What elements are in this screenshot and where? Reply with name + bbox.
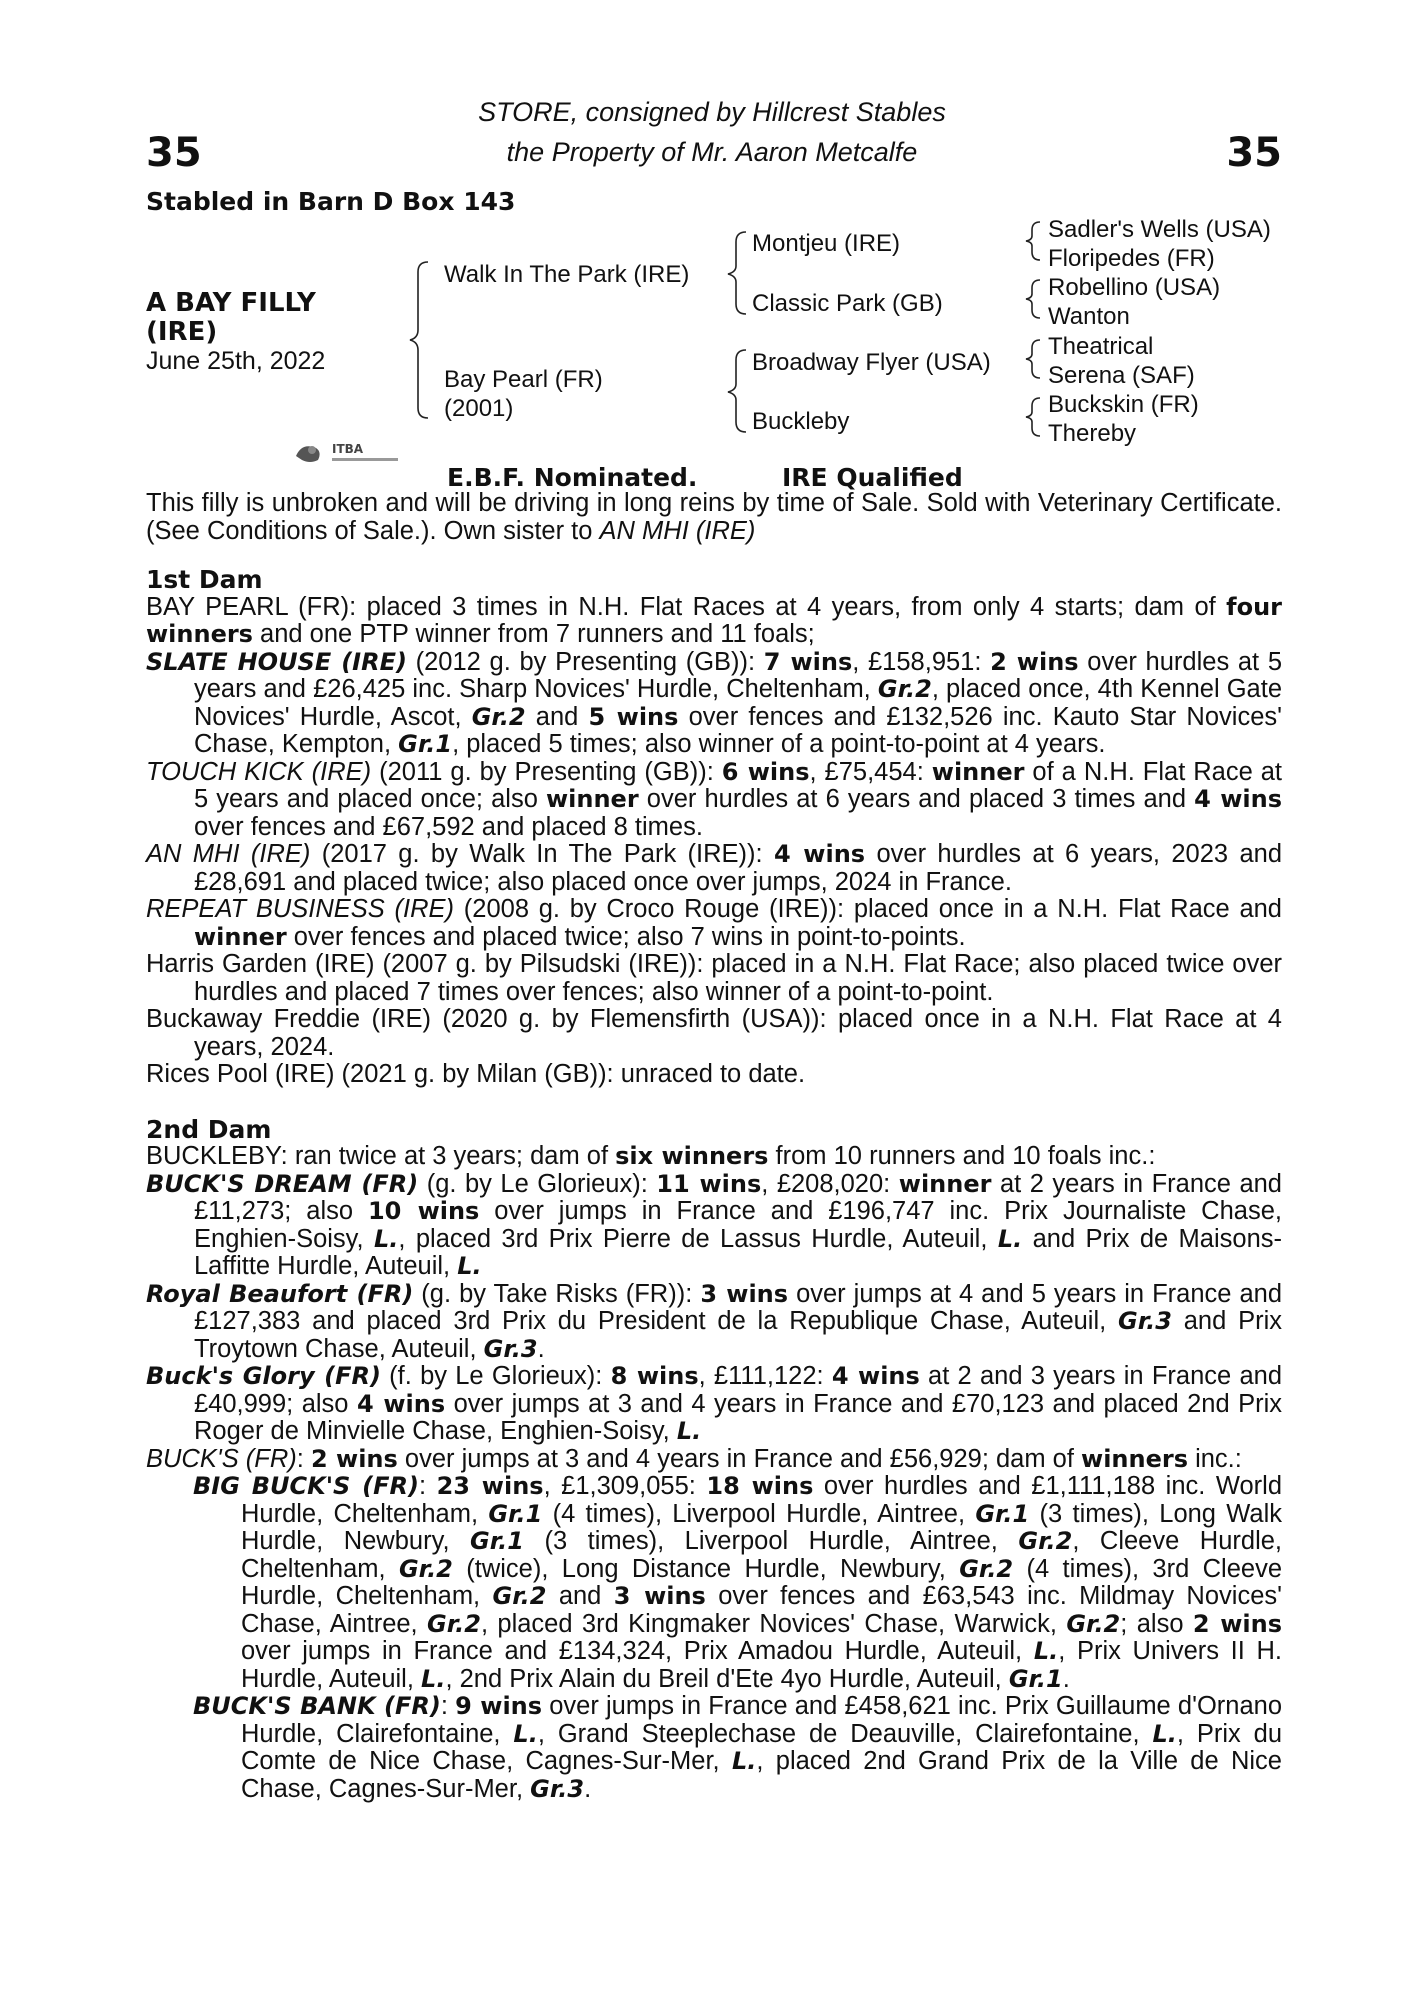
progeny-bucks-dream: BUCK'S DREAM (FR) (g. by Le Glorieux): 11 wins, £208,020: winner at 2 years in France and £11,273; also 10 wins over jumps in France and £196,747 inc. Prix Journaliste Chase, Enghien-Soisy, L., placed 3rd Prix Pierre de Lassus Hurdle, Auteuil, L. and Prix de Maisons-Laffitte Hurdle, Auteuil, L. — [146, 1169, 1282, 1280]
brace-sire — [728, 232, 746, 314]
brace-dam — [728, 350, 746, 432]
horse-country: (IRE) — [146, 317, 218, 347]
pedigree-ggp-5: Theatrical — [1048, 333, 1154, 360]
progeny-touch-kick: TOUCH KICK (IRE) (2011 g. by Presenting (GB)): 6 wins, £75,454: winner of a N.H. Flat Race at 5 years and placed once; also winner over hurdles at 6 years and placed 3 times and 4 wins over fences and £67,592 and placed 8 times. — [146, 757, 1283, 841]
itba-logo-text: ITBA — [332, 442, 364, 456]
pedigree-ggp-1: Sadler's Wells (USA) — [1048, 216, 1271, 243]
pedigree-dam-dam: Buckleby — [752, 408, 850, 435]
ire-qualified: IRE Qualified — [782, 463, 963, 492]
pedigree-ggp-3: Robellino (USA) — [1048, 274, 1221, 301]
pedigree-sire-dam: Classic Park (GB) — [752, 290, 943, 317]
foaling-date: June 25th, 2022 — [146, 347, 326, 375]
progeny-royal-beaufort: Royal Beaufort (FR) (g. by Take Risks (FR)): 3 wins over jumps at 4 and 5 years in France and £127,383 and placed 3rd Prix du President de la Republique Chase, Auteuil, Gr.3 and Prix Troytown Chase, Auteuil, Gr.3. — [146, 1279, 1283, 1363]
progeny-buckaway-freddie: Buckaway Freddie (IRE) (2020 g. by Flemensfirth (USA)): placed once in a N.H. Flat Race at 4 years, 2024. — [146, 1005, 1282, 1061]
progeny-repeat-business: REPEAT BUSINESS (IRE) (2008 g. by Croco Rouge (IRE)): placed once in a N.H. Flat Race and winner over fences and placed twice; also 7 wins in point-to-points. — [146, 895, 1282, 951]
lot-number-left: 35 — [146, 130, 202, 176]
brace-ggp-2 — [1026, 280, 1040, 318]
ebf-nomination: E.B.F. Nominated. — [447, 463, 698, 492]
lot-number-right: 35 — [1226, 130, 1282, 176]
pedigree-ggp-2: Floripedes (FR) — [1048, 245, 1215, 272]
progeny-rices-pool: Rices Pool (IRE) (2021 g. by Milan (GB)): unraced to date. — [146, 1060, 806, 1088]
pedigree-ggp-4: Wanton — [1048, 303, 1130, 330]
pedigree-dam: Bay Pearl (FR) — [444, 366, 603, 393]
pedigree-ggp-6: Serena (SAF) — [1048, 362, 1195, 389]
pedigree-ggp-7: Buckskin (FR) — [1048, 391, 1199, 418]
second-dam-intro: BUCKLEBY: ran twice at 3 years; dam of six winners from 10 runners and 10 foals inc.: — [146, 1142, 1156, 1170]
sale-notes: This filly is unbroken and will be driving in long reins by time of Sale. Sold with Veterinary Certificate. (See Conditions of Sale.). Own sister to AN MHI (IRE) — [146, 489, 1282, 545]
catalogue-body — [146, 490, 1282, 1803]
progeny-an-mhi: AN MHI (IRE) (2017 g. by Walk In The Park (IRE)): 4 wins over hurdles at 6 years, 2023 and £28,691 and placed twice; also placed once over jumps, 2024 in France. — [146, 840, 1282, 896]
brace-ggp-1 — [1026, 222, 1040, 260]
consignment-line-2: the Property of Mr. Aaron Metcalfe — [506, 137, 918, 167]
second-dam-heading: 2nd Dam — [146, 1114, 272, 1144]
first-dam-heading: 1st Dam — [146, 565, 263, 594]
progeny-bucks: BUCK'S (FR): 2 wins over jumps at 3 and 4 years in France and £56,929; dam of winners inc.: — [146, 1444, 1242, 1473]
brace-gen1 — [410, 262, 428, 418]
stabled-location: Stabled in Barn D Box 143 — [146, 187, 516, 216]
consignment-line-1: STORE, consigned by Hillcrest Stables — [478, 97, 946, 127]
pedigree-dam-year: (2001) — [444, 395, 514, 422]
pedigree-sire: Walk In The Park (IRE) — [444, 261, 690, 288]
progeny-bucks-glory: Buck's Glory (FR) (f. by Le Glorieux): 8 wins, £111,122: 4 wins at 2 and 3 years in France and £40,999; also 4 wins over jumps at 3 and 4 years in France and £70,123 and placed 2nd Prix Roger de Minvielle Chase, Enghien-Soisy, L. — [146, 1362, 1283, 1445]
pedigree-sire-sire: Montjeu (IRE) — [752, 230, 901, 257]
progeny-big-bucks: BIG BUCK'S (FR): 23 wins, £1,309,055: 18 wins over hurdles and £1,111,188 inc. World Hurdle, Cheltenham, Gr.1 (4 times), Liverpool Hurdle, Aintree, Gr.1 (3 times), Long Walk Hurdle, Newbury, Gr.1 (3 times), Liverpool Hurdle, Aintree, Gr.2, Cleeve Hurdle, Cheltenham, Gr.2 (twice), Long Distance Hurdle, Newbury, Gr.2 (4 times), 3rd Cleeve Hurdle, Cheltenham, Gr.2 and 3 wins over fences and £63,543 inc. Mildmay Novices' Chase, Aintree, Gr.2, placed 3rd Kingmaker Novices' Chase, Warwick, Gr.2; also 2 wins over jumps in France and £134,324, Prix Amadou Hurdle, Auteuil, L., Prix Univers II H. Hurdle, Auteuil, L., 2nd Prix Alain du Breil d'Ete 4yo Hurdle, Auteuil, Gr.1. — [193, 1472, 1283, 1693]
pedigree-dam-sire: Broadway Flyer (USA) — [752, 349, 991, 376]
brace-ggp-4 — [1026, 398, 1040, 436]
progeny-harris-garden: Harris Garden (IRE) (2007 g. by Pilsudski (IRE)): placed in a N.H. Flat Race; also placed twice over hurdles and placed 7 times over fences; also winner of a point-to-point. — [146, 950, 1282, 1006]
horse-description: A BAY FILLY — [146, 288, 316, 318]
progeny-slate-house: SLATE HOUSE (IRE) (2012 g. by Presenting (GB)): 7 wins, £158,951: 2 wins over hurdles at 5 years and £26,425 inc. Sharp Novices' Hurdle, Cheltenham, Gr.2, placed once, 4th Kennel Gate Novices' Hurdle, Ascot, Gr.2 and 5 wins over fences and £132,526 inc. Kauto Star Novices' Chase, Kempton, Gr.1, placed 5 times; also winner of a point-to-point at 4 years. — [146, 647, 1283, 758]
brace-ggp-3 — [1026, 340, 1040, 378]
progeny-bucks-bank: BUCK'S BANK (FR): 9 wins over jumps in France and £458,621 inc. Prix Guillaume d'Ornano Hurdle, Clairefontaine, L., Grand Steeplechase de Deauville, Clairefontaine, L., Prix du Comte de Nice Chase, Cagnes-Sur-Mer, L., placed 2nd Grand Prix de la Ville de Nice Chase, Cagnes-Sur-Mer, Gr.3. — [193, 1692, 1283, 1803]
first-dam-intro: BAY PEARL (FR): placed 3 times in N.H. Flat Races at 4 years, from only 4 starts; dam of four winners and one PTP winner from 7 runners and 11 foals; — [146, 592, 1282, 648]
itba-logo — [292, 438, 412, 468]
pedigree-ggp-8: Thereby — [1048, 420, 1137, 447]
